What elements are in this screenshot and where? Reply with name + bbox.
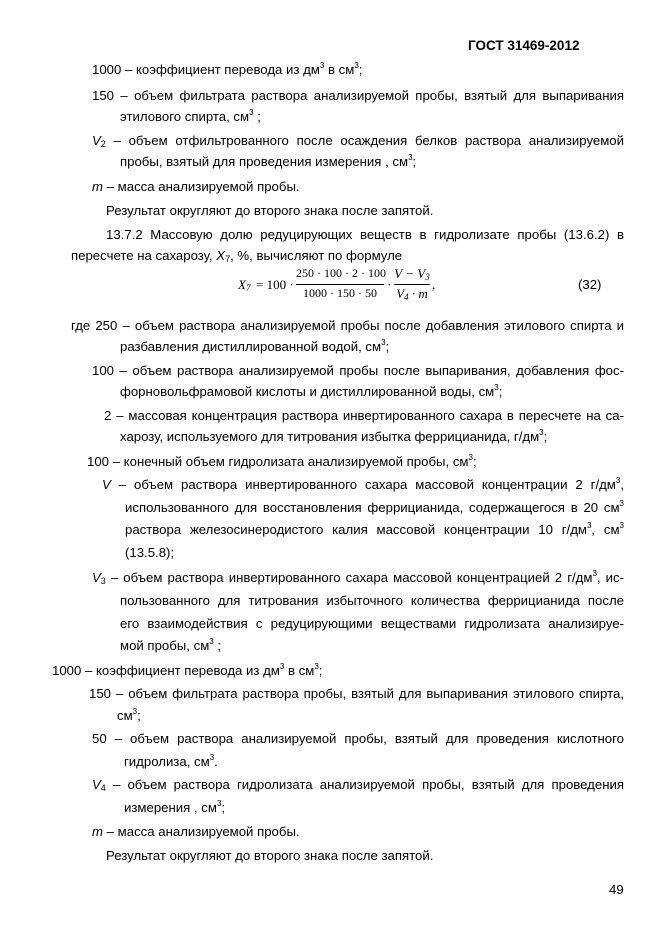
def-1000: 1000 – коэффициент перевода из $дм^3$ в $см^3$; — [52, 662, 323, 678]
def-150-line2: $см^3$; — [117, 707, 141, 723]
def-100a-line2: форновольфрамовой кислоты и дистиллированной воды, $см^3$; — [120, 383, 503, 399]
def-100a-line1: 100 – объем раствора анализируемой пробы после выпаривания, добавления фос- — [92, 363, 624, 378]
def-m: m – масса анализируемой пробы. — [92, 824, 300, 839]
def-v3-line3: его взаимодействия с редуцирующими веществами гидролизата анализируе- — [120, 616, 624, 631]
formula-comma: , — [432, 277, 436, 292]
formula-den1: 1000 · 150 · 50 — [303, 286, 377, 300]
def-v2-line1: $V_2$ – объем отфильтрованного после осаждения белков раствора анализируемой — [92, 133, 624, 149]
para-13-7-2-line2: пересчете на сахарозу, $X_7$, %, вычисляют по формуле — [71, 248, 403, 264]
def-m-top: m – масса анализируемой пробы. — [92, 179, 300, 194]
def-150-line1: 150 – объем фильтрата раствора пробы, взятый для выпаривания этилового спирта, — [89, 686, 624, 701]
def-v4-line2: измерения , $см^3$; — [124, 799, 226, 815]
formula-num1: 250 · 100 · 2 · 100 — [296, 266, 386, 280]
formula-fraction-bar-1 — [296, 284, 384, 285]
def-v3-line2: пользованного для титрования избыточного количества феррицианида после — [120, 593, 624, 608]
result-rounding-1: Результат округляют до второго знака после запятой. — [106, 203, 434, 218]
para-13-7-2-line1: 13.7.2 Массовую долю редуцирующих веществ в гидролизате пробы (13.6.2) в — [106, 227, 624, 242]
def-250-line2: разбавления дистиллированной водой, $см^3$; — [120, 338, 390, 354]
def-2-line1: 2 – массовая концентрация раствора инвертированного сахара в пересчете на са- — [104, 408, 624, 423]
formula-dot: · — [387, 277, 392, 292]
def-v-line4: (13.5.8); — [125, 545, 175, 560]
def-2-line2: харозу, используемого для титрования избытка феррицианида, $г/дм^3$; — [120, 428, 548, 444]
page-number: 49 — [609, 882, 624, 897]
def-150-top-line2: этилового спирта, $см^3$ ; — [120, 108, 261, 124]
def-v-line1: V – объем раствора инвертированного сахара массовой концентрации 2 $г/дм^3$, — [102, 476, 625, 492]
def-150-top-line1: 150 – объем фильтрата раствора анализируемой пробы, взятый для выпаривания — [92, 88, 624, 103]
def-v-line3: раствора железосинеродистого калия массовой концентрации 10 $г/дм^3$, $см^3$ — [125, 521, 624, 537]
def-50-line2: гидролиза, $см^3$. — [124, 753, 218, 769]
formula-num2: $V - V_3$ — [394, 266, 430, 282]
def-50-line1: 50 – объем раствора анализируемой пробы, взятый для проведения кислотного — [92, 731, 624, 746]
def-v3-line1: $V_3$ – объем раствора инвертированного сахара массовой концентрацией 2 $г/дм^3$, ис- — [92, 569, 624, 586]
document-code: ГОСТ 31469-2012 — [468, 38, 580, 53]
def-1000-top: 1000 – коэффициент перевода из $дм^3$ в $см^3$; — [92, 61, 363, 77]
def-v4-line1: $V_4$ – объем раствора гидролизата анализируемой пробы, взятый для проведения — [92, 777, 624, 793]
def-v2-line2: пробы, взятый для проведения измерения , $см^3$; — [120, 153, 417, 169]
formula-fraction-bar-2 — [394, 284, 430, 285]
def-v-line2: использованного для восстановления феррицианида, содержащегося в 20 $см^3$ — [125, 499, 624, 515]
formula-number: (32) — [578, 277, 602, 292]
def-v3-line4: мой пробы, $см^3$ ; — [120, 637, 222, 653]
formula-den2: $V_4 \cdot m$ — [396, 286, 428, 302]
result-rounding-2: Результат округляют до второго знака после запятой. — [106, 848, 434, 863]
formula-lhs: $X_7$ — [238, 277, 251, 293]
formula-eq: = 100 · — [256, 277, 294, 292]
def-250-line1: где 250 – объем раствора анализируемой пробы после добавления этилового спирта и — [71, 318, 624, 333]
def-100b: 100 – конечный объем гидролизата анализируемой пробы, $см^3$; — [87, 453, 477, 469]
